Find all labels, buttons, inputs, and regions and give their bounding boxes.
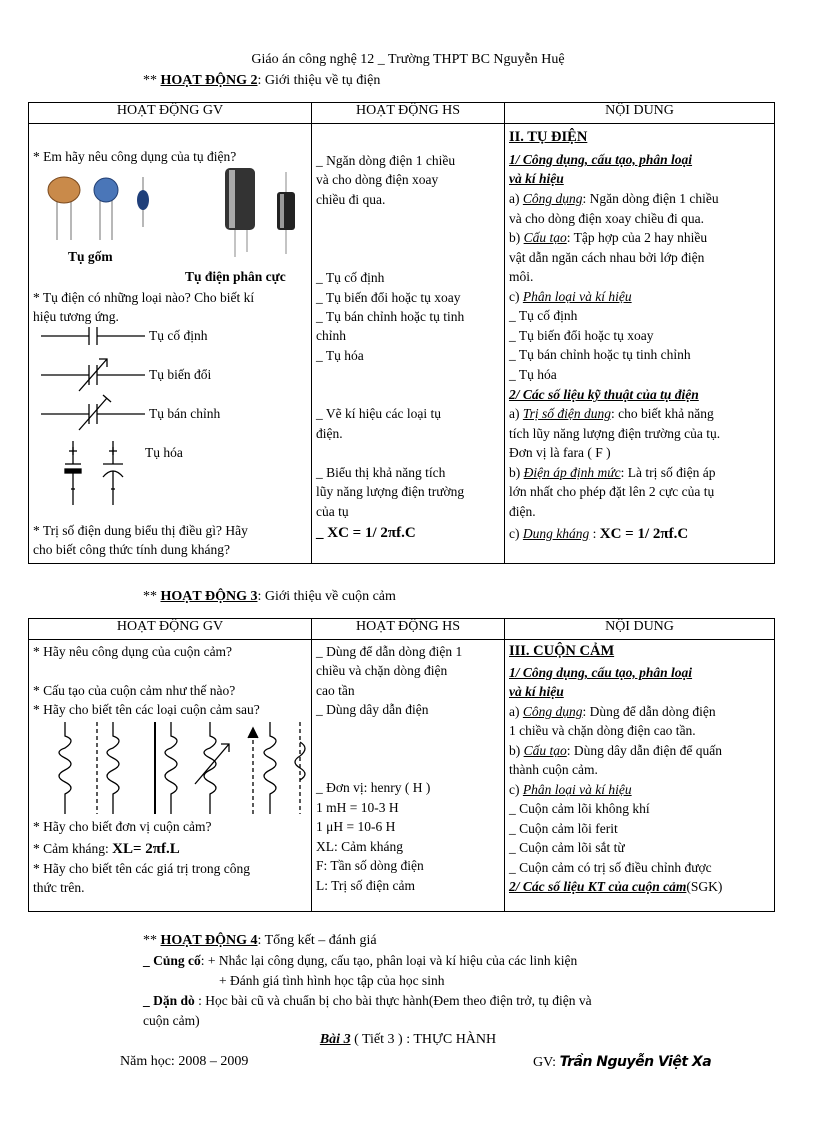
t2-hs-c5: F: Tần số dòng điện: [316, 858, 424, 873]
t2-nd-b2: thành cuộn cảm.: [509, 762, 598, 777]
t1-hs-c2: điện.: [316, 426, 343, 441]
t1-gv-sym1: Tụ cố định: [149, 328, 208, 343]
t1-nd-title: II. TỤ ĐIỆN: [509, 129, 588, 145]
t2-gv-q6a: * Hãy cho biết tên các giá trị trong công: [33, 861, 251, 876]
t1-gv-q3a: * Trị số điện dung biểu thị điều gì? Hãy: [33, 523, 248, 538]
t1-nd-c: c) Phân loại và kí hiệu: [509, 289, 632, 304]
t2-gv-q3: * Hãy cho biết tên các loại cuộn cảm sau?: [33, 702, 260, 717]
col-header-nd-2: NỘI DUNG: [505, 619, 775, 640]
capacitor-symbols: [41, 319, 161, 514]
activity-2-heading: ** HOẠT ĐỘNG 2: Giới thiệu về tụ điện: [143, 73, 381, 88]
next-lesson: Bài 3 ( Tiết 3 ) : THỰC HÀNH: [319, 1032, 497, 1047]
t2-hs-c6: L: Trị số điện cảm: [316, 878, 416, 893]
t1-nd-a: a) Công dụng: Ngăn dòng điện 1 chiều: [509, 191, 719, 206]
t1-hs-cell: [312, 124, 505, 564]
col-header-nd: NỘI DUNG: [505, 103, 775, 124]
t1-gv-q2b: hiệu tương ứng.: [33, 309, 119, 324]
cungco-line-1: _ Củng cố: + Nhắc lại công dụng, cấu tạo, phân loại và kí hiệu của các linh kiện: [143, 953, 578, 968]
t2-nd-s2: 2/ Các số liệu KT của cuộn cảm(SGK): [509, 879, 723, 894]
col-header-hs-2: HOẠT ĐỘNG HS: [312, 619, 505, 640]
t2-gv-q1: * Hãy nêu công dụng của cuộn cảm?: [33, 644, 233, 659]
t1-gv-sym3: Tụ bán chỉnh: [149, 406, 221, 421]
t2-gv-q6b: thức trên.: [33, 880, 85, 895]
t1-gv-sym4: Tụ hóa: [145, 445, 183, 460]
electrolytic-capacitor-symbol: [65, 441, 123, 505]
iron-core-inductor-symbol: [155, 722, 177, 814]
t2-hs-c1: _ Đơn vị: henry ( H ): [316, 780, 431, 795]
t1-gv-q1: * Em hãy nêu công dụng của tụ điện?: [33, 149, 237, 164]
col-header-hs: HOẠT ĐỘNG HS: [312, 103, 505, 124]
variable-inductor-symbol: [195, 722, 229, 814]
cungco-line-2: + Đánh giá tình hình học tập của học sinh: [219, 973, 445, 988]
air-core-inductor-symbol: [59, 722, 71, 814]
t1-hs-d1: _ Biểu thị khả năng tích: [316, 465, 446, 480]
t1-nd-b3: môi.: [509, 269, 534, 284]
t1-nd-e2: lớn nhất cho phép đặt lên 2 cực của tụ: [509, 484, 715, 499]
t2-hs-c2: 1 mH = 10-3 H: [316, 800, 399, 815]
t1-nd-d2: tích lũy năng lượng điện trường của tụ.: [509, 426, 721, 441]
t1-nd-cell: [505, 124, 775, 564]
footer-year: Năm học: 2008 – 2009: [120, 1054, 249, 1069]
t1-hs-d2: lũy năng lượng điện trường: [316, 484, 465, 499]
t1-nd-e: b) Điện áp định mức: Là trị số điện áp: [509, 465, 716, 480]
electrolytic-capacitor-icon: [225, 168, 295, 257]
t1-gv-q2a: * Tụ điện có những loại nào? Cho biết kí: [33, 290, 255, 305]
col-header-gv-2: HOẠT ĐỘNG GV: [29, 619, 312, 640]
t1-hs-a3: chiều đi qua.: [316, 192, 386, 207]
t2-gv-cell: [29, 640, 312, 912]
img-label-ceramic: Tụ gốm: [68, 249, 113, 264]
table-inductor: [28, 618, 775, 912]
t2-gv-q2: * Cấu tạo của cuộn cảm như thế nào?: [33, 683, 236, 698]
t2-nd-s1b: và kí hiệu: [509, 684, 564, 699]
page-header: Giáo án công nghệ 12 _ Trường THPT BC Nguyễn Huệ: [251, 52, 565, 67]
footer-teacher: GV: Trần Nguyễn Việt Xa: [533, 1054, 712, 1070]
t1-nd-c4: _ Tụ hóa: [509, 367, 557, 382]
t1-hs-b2: _ Tụ biến đổi hoặc tụ xoay: [316, 290, 461, 305]
ceramic-capacitor-icon: [48, 177, 149, 240]
t1-gv-q3b: cho biết công thức tính dung kháng?: [33, 542, 231, 557]
t1-hs-d3: của tụ: [316, 504, 349, 519]
t2-nd-c: c) Phân loại và kí hiệu: [509, 782, 632, 797]
t1-nd-s2: 2/ Các số liệu kỹ thuật của tụ điện: [509, 387, 699, 402]
t1-hs-b5: _ Tụ hóa: [316, 348, 364, 363]
t2-hs-a3: cao tần: [316, 683, 355, 698]
fixed-capacitor-symbol: [41, 327, 145, 345]
t1-hs-a1: _ Ngăn dòng điện 1 chiều: [316, 153, 456, 168]
t1-gv-cell: [29, 124, 312, 564]
t1-hs-b4: chỉnh: [316, 328, 346, 343]
t2-nd-title: III. CUỘN CẢM: [509, 643, 615, 659]
teacher-signature: Trần Nguyễn Việt Xa: [559, 1054, 712, 1070]
danddo-line-2: cuộn cảm): [143, 1013, 200, 1028]
t1-hs-c1: _ Vẽ kí hiệu các loại tụ: [316, 406, 441, 421]
t1-nd-d: a) Trị số điện dung: cho biết khả năng: [509, 406, 714, 421]
activity-4-heading: ** HOẠT ĐỘNG 4: Tổng kết – đánh giá: [143, 933, 377, 948]
t1-nd-b2: vật dẫn ngăn cách nhau bởi lớp điện: [509, 250, 705, 265]
trimmer-capacitor-symbol: [41, 395, 145, 430]
t2-hs-a2: chiều và chặn dòng điện: [316, 663, 448, 678]
t2-hs-cell: [312, 640, 505, 912]
table-capacitor: [28, 102, 775, 564]
t2-nd-c4: _ Cuộn cảm có trị số điều chỉnh được: [509, 860, 712, 875]
ferrite-core-inductor-symbol: [97, 722, 119, 814]
t1-nd-a2: và cho dòng điện xoay chiều đi qua.: [509, 211, 704, 226]
danddo-line-1: _ Dặn dò : Học bài cũ và chuẩn bị cho bài thực hành(Đem theo điện trở, tụ điện và: [143, 993, 592, 1008]
t1-nd-f: c) Dung kháng : XC = 1/ 2πf.C: [509, 526, 689, 542]
t1-nd-d3: Đơn vị là fara ( F ): [509, 445, 611, 460]
t2-nd-c3: _ Cuộn cảm lõi sắt từ: [509, 840, 625, 855]
tapped-inductor-symbol: [295, 722, 305, 814]
t2-hs-c3: 1 μH = 10-6 H: [316, 819, 396, 834]
img-label-electrolytic: Tụ điện phân cực: [185, 269, 286, 284]
t1-nd-c3: _ Tụ bán chỉnh hoặc tụ tinh chỉnh: [509, 347, 691, 362]
t2-hs-a1: _ Dùng để dẫn dòng điện 1: [316, 644, 463, 659]
adjustable-core-inductor-symbol: [248, 722, 276, 814]
t1-nd-s1a: 1/ Công dụng, cấu tạo, phân loại: [509, 152, 693, 167]
t1-hs-formula: _ XC = 1/ 2πf.C: [316, 525, 416, 541]
t2-nd-a2: 1 chiều và chặn dòng điện cao tần.: [509, 723, 696, 738]
t1-nd-c1: _ Tụ cố định: [509, 308, 578, 323]
t2-nd-cell: [505, 640, 775, 912]
t2-nd-b: b) Cấu tạo: Dùng dây dẫn điện để quấn: [509, 743, 722, 758]
activity-3-heading: ** HOẠT ĐỘNG 3: Giới thiệu về cuộn cảm: [143, 589, 396, 604]
t2-nd-c2: _ Cuộn cảm lõi ferit: [509, 821, 618, 836]
t2-gv-q5: * Cảm kháng: XL= 2πf.L: [33, 841, 180, 857]
variable-capacitor-symbol: [41, 359, 145, 391]
inductor-symbols: [45, 722, 305, 822]
t2-nd-c1: _ Cuộn cảm lõi không khí: [509, 801, 650, 816]
t1-hs-a2: và cho dòng điện xoay: [316, 172, 439, 187]
t2-hs-c4: XL: Cảm kháng: [316, 839, 403, 854]
t1-hs-b1: _ Tụ cố định: [316, 270, 385, 285]
t1-hs-b3: _ Tụ bán chỉnh hoặc tụ tinh: [316, 309, 465, 324]
t1-nd-s1b: và kí hiệu: [509, 171, 564, 186]
t2-gv-q4: * Hãy cho biết đơn vị cuộn cảm?: [33, 819, 212, 834]
t1-nd-c2: _ Tụ biến đổi hoặc tụ xoay: [509, 328, 654, 343]
t1-gv-sym2: Tụ biến đổi: [149, 367, 212, 382]
t2-nd-a: a) Công dụng: Dùng để dẫn dòng điện: [509, 704, 716, 719]
t2-hs-b1: _ Dùng dây dẫn điện: [316, 702, 429, 717]
t2-nd-s1a: 1/ Công dụng, cấu tạo, phân loại: [509, 665, 693, 680]
col-header-gv: HOẠT ĐỘNG GV: [29, 103, 312, 124]
t1-nd-e3: điện.: [509, 504, 536, 519]
t1-nd-b: b) Cấu tạo: Tập hợp của 2 hay nhiều: [509, 230, 708, 245]
